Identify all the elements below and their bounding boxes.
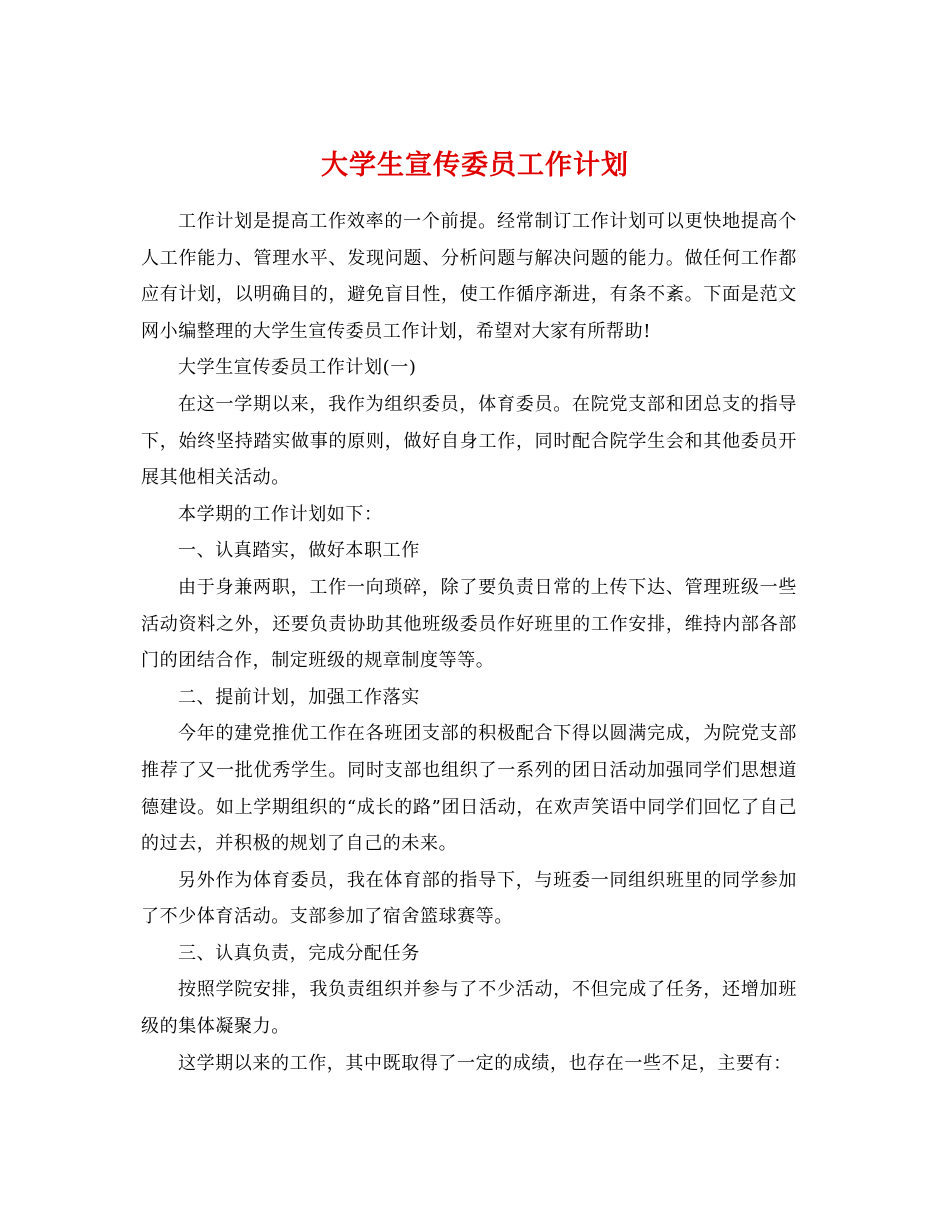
paragraph-role: 在这一学期以来，我作为组织委员，体育委员。在院党支部和团总支的指导下，始终坚持踏实做事的原则，做好自身工作，同时配合院学生会和其他委员开展其他相关活动。	[141, 393, 797, 489]
paragraph-section-3: 按照学院安排，我负责组织并参与了不少活动，不但完成了任务，还增加班级的集体凝聚力。	[141, 979, 797, 1038]
section-heading-3: 三、认真负责，完成分配任务	[178, 942, 420, 964]
document-body	[141, 204, 797, 1082]
paragraph-plan-heading: 大学生宣传委员工作计划(一)	[178, 357, 417, 379]
paragraph-section-2a: 今年的建党推优工作在各班团支部的积极配合下得以圆满完成，为院党支部推荐了又一批优秀学生。同时支部也组织了一系列的团日活动加强同学们思想道德建设。如上学期组织的“成长的路”团日活动，在欢声笑语中同学们回忆了自己的过去，并积极的规划了自己的未来。	[141, 723, 797, 855]
document-title: 大学生宣传委员工作计划	[321, 150, 629, 182]
paragraph-intro: 工作计划是提高工作效率的一个前提。经常制订工作计划可以更快地提高个人工作能力、管理水平、发现问题、分析问题与解决问题的能力。做任何工作都应有计划，以明确目的，避免盲目性，使工作循序渐进，有条不紊。下面是范文网小编整理的大学生宣传委员工作计划，希望对大家有所帮助!	[141, 211, 797, 342]
paragraph-section-2b: 另外作为体育委员，我在体育部的指导下，与班委一同组织班里的同学参加了不少体育活动。支部参加了宿舍篮球赛等。	[141, 869, 797, 928]
section-heading-2: 二、提前计划，加强工作落实	[178, 686, 420, 708]
paragraph-section-1: 由于身兼两职，工作一向琐碎，除了要负责日常的上传下达、管理班级一些活动资料之外，还要负责协助其他班级委员作好班里的工作安排，维持内部各部门的团结合作，制定班级的规章制度等等。	[141, 576, 797, 672]
section-heading-1: 一、认真踏实，做好本职工作	[178, 540, 420, 562]
paragraph-summary: 这学期以来的工作，其中既取得了一定的成绩，也存在一些不足，主要有：	[178, 1052, 792, 1074]
paragraph-plan-intro: 本学期的工作计划如下：	[178, 503, 383, 525]
